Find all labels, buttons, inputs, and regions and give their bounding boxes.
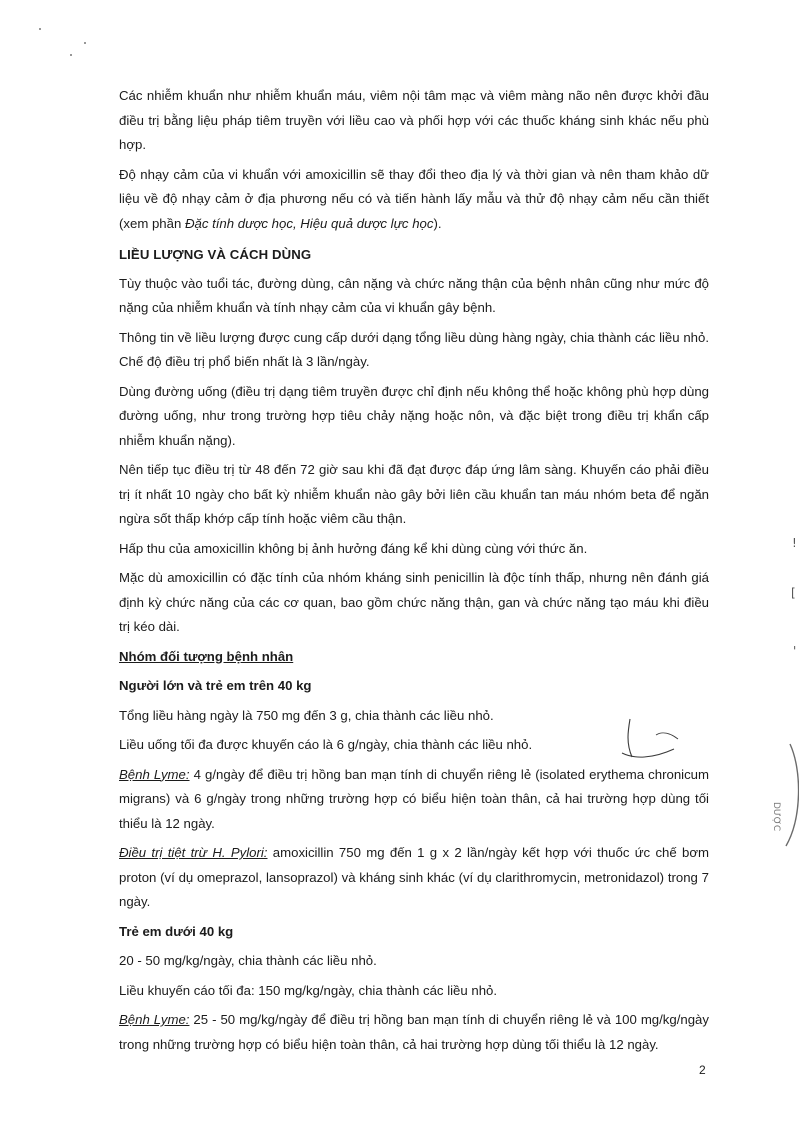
paragraph-susceptibility-text: Độ nhạy cảm của vi khuẩn với amoxicillin sẽ thay đổi theo địa lý và thời gian và nên tham khảo dữ liệu về độ nhạy cảm ở địa phương nếu có và tiến hành lấy mẫu và thử độ nhạy cảm nếu cần thiết (xem phần	[119, 166, 709, 231]
paragraph-dose-info: Thông tin về liều lượng được cung cấp dưới dạng tổng liều dùng hàng ngày, chia thành các liều nhỏ. Chế độ điều trị phổ biến nhất là 3 lần/ngày.	[119, 329, 709, 369]
paragraph-adult-daily-dose: Tổng liều hàng ngày là 750 mg đến 3 g, chia thành các liều nhỏ.	[119, 707, 494, 723]
subheading-children: Trẻ em dưới 40 kg	[119, 923, 234, 939]
paragraph-oral-route: Dùng đường uống (điều trị dạng tiêm truyền được chỉ định nếu không thể hoặc không phù hợp dùng đường uống, như trong trường hợp tiêu chảy nặng hoặc nôn, và đặc biệt trong điều trị khẩn cấp nhiễm khuẩn nặng).	[119, 383, 709, 448]
paragraph-dependency: Tùy thuộc vào tuổi tác, đường dùng, cân nặng và chức năng thận của bệnh nhân cũng như mức độ nặng của nhiễm khuẩn và tính nhạy cảm của vi khuẩn gây bệnh.	[119, 275, 709, 315]
paragraph-duration: Nên tiếp tục điều trị từ 48 đến 72 giờ sau khi đã đạt được đáp ứng lâm sàng. Khuyến cáo phải điều trị ít nhất 10 ngày cho bất kỳ nhiễm khuẩn nào gây bởi liên cầu khuẩn tan máu nhóm beta để ngăn ngừa sốt thấp khớp cấp tính hoặc viêm cầu thận.	[119, 462, 709, 526]
signature-mark	[612, 713, 684, 763]
margin-mark-3: '	[793, 644, 797, 658]
section-heading-dosage: LIỀU LƯỢNG VÀ CÁCH DÙNG	[119, 247, 312, 262]
cross-reference: Đặc tính dược học, Hiệu quả dược lực học	[184, 215, 434, 231]
paragraph-h-pylori	[119, 841, 709, 915]
paragraph-monitoring: Mặc dù amoxicillin có đặc tính của nhóm kháng sinh penicillin là độc tính thấp, nhưng nên đánh giá định kỳ chức năng của các cơ quan, bao gồm chức năng thận, gan và chức năng tạo máu khi điều trị kéo dài.	[119, 570, 709, 634]
scan-speck	[70, 54, 72, 56]
lyme-label: Bệnh Lyme:	[119, 766, 190, 782]
scan-speck	[84, 42, 86, 44]
page-number: 2	[699, 1063, 706, 1077]
paragraph-susceptibility	[119, 163, 709, 237]
paragraph-adult-lyme	[119, 763, 709, 837]
subheading-patient-groups: Nhóm đối tượng bệnh nhân	[119, 648, 294, 664]
paragraph-child-lyme	[119, 1008, 709, 1057]
child-lyme-label: Bệnh Lyme:	[119, 1012, 190, 1027]
h-pylori-text: amoxicillin 750 mg đến 1 g x 2 lần/ngày kết hợp với thuốc ức chế bơm proton (ví dụ omeprazol, lansoprazol) và kháng sinh khác (ví dụ clarithromycin, metronidazol) trong 7 ngày.	[119, 845, 709, 909]
h-pylori-label: Điều trị tiệt trừ H. Pylori:	[119, 845, 268, 860]
paragraph-absorption: Hấp thu của amoxicillin không bị ảnh hưởng đáng kể khi dùng cùng với thức ăn.	[119, 540, 588, 556]
margin-mark-1: !	[792, 536, 797, 550]
document-body	[119, 84, 709, 1062]
child-lyme-text: 25 - 50 mg/kg/ngày để điều trị hồng ban mạn tính di chuyển riêng lẻ và 100 mg/kg/ngày trong những trường hợp có biểu hiện toàn thân, cả hai trường hợp dùng tối thiểu là 12 ngày.	[119, 1012, 709, 1052]
scan-speck	[39, 28, 41, 30]
subheading-adults: Người lớn và trẻ em trên 40 kg	[119, 678, 312, 693]
stamp-text: DƯỢC	[771, 802, 781, 832]
paragraph-child-max-dose: Liều khuyến cáo tối đa: 150 mg/kg/ngày, chia thành các liều nhỏ.	[119, 982, 498, 998]
margin-mark-2: [	[791, 586, 796, 600]
paragraph-child-daily-dose: 20 - 50 mg/kg/ngày, chia thành các liều nhỏ.	[119, 953, 377, 968]
paragraph-susceptibility-end: ).	[433, 215, 442, 231]
stamp-mark	[760, 740, 799, 850]
paragraph-serious-infections: Các nhiễm khuẩn như nhiễm khuẩn máu, viêm nội tâm mạc và viêm màng não nên được khởi đầu điều trị bằng liệu pháp tiêm truyền với liều cao và phối hợp với các thuốc kháng sinh khác nếu phù hợp.	[119, 88, 709, 152]
paragraph-adult-max-dose: Liều uống tối đa được khuyến cáo là 6 g/ngày, chia thành các liều nhỏ.	[119, 737, 533, 752]
lyme-text: 4 g/ngày để điều trị hồng ban mạn tính di chuyển riêng lẻ (isolated erythema chronicum migrans) và 6 g/ngày trong những trường hợp có biểu hiện toàn thân, cả hai trường hợp dùng tối thiểu là 12 ngày.	[119, 766, 709, 831]
